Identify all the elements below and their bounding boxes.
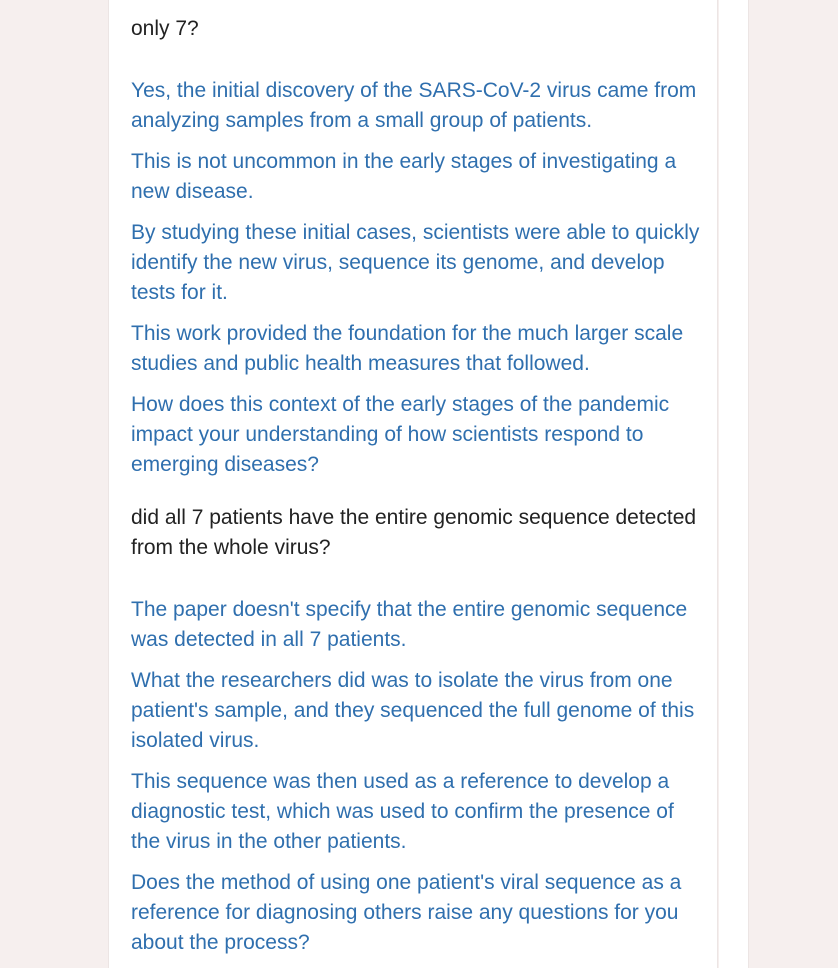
message-paragraph: How does this context of the early stages of the pandemic impact your understanding of how scientists respond to emerging diseases? — [131, 393, 670, 476]
message-paragraph: did all 7 patients have the entire genomic sequence detected from the whole virus? — [131, 506, 697, 559]
assistant-message — [131, 76, 701, 480]
message-paragraph: What the researchers did was to isolate the virus from one patient's sample, and they sequenced the full genome of this isolated virus. — [131, 669, 695, 752]
message-paragraph: This is not uncommon in the early stages of investigating a new disease. — [131, 150, 677, 203]
side-panel-edge — [719, 0, 749, 968]
assistant-message — [131, 595, 701, 958]
user-message — [131, 14, 701, 44]
user-message — [131, 503, 701, 563]
message-paragraph: By studying these initial cases, scientists were able to quickly identify the new virus, sequence its genome, and develop tests for it. — [131, 221, 700, 304]
message-paragraph: The paper doesn't specify that the entire genomic sequence was detected in all 7 patients. — [131, 598, 688, 651]
message-paragraph: only 7? — [131, 17, 199, 40]
message-paragraph: This sequence was then used as a reference to develop a diagnostic test, which was used to confirm the presence of the virus in the other patients. — [131, 770, 674, 853]
message-paragraph: This work provided the foundation for the much larger scale studies and public health measures that followed. — [131, 322, 684, 375]
message-paragraph: Does the method of using one patient's viral sequence as a reference for diagnosing others raise any questions for you about the process? — [131, 871, 682, 954]
chat-transcript-panel[interactable] — [108, 0, 718, 968]
message-paragraph: Yes, the initial discovery of the SARS-CoV-2 virus came from analyzing samples from a small group of patients. — [131, 79, 697, 132]
